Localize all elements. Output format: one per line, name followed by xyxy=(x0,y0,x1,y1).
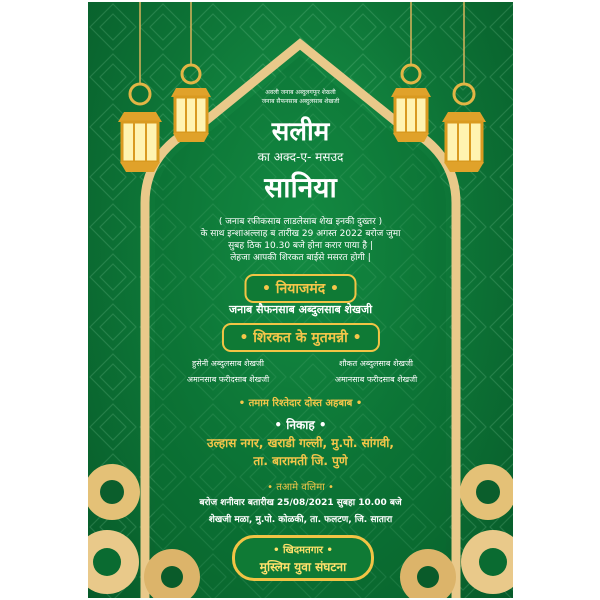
nikah-line: ता. बारामती जि. पुणे xyxy=(253,454,348,468)
flower-icon xyxy=(388,452,513,598)
guests-heading: • शिरकत के मुतमन्नी • xyxy=(221,323,379,352)
nikah-line: उल्हास नगर, खराडी गल्ली, मु.पो. सांगवी, xyxy=(207,436,394,450)
flower-icon xyxy=(88,452,212,598)
relatives-line: • तमाम रिश्तेदार दोस्त अहबाब • xyxy=(238,398,363,409)
header-line: अवली जनाब अब्दुलगफूर शेख्जी xyxy=(265,89,336,96)
guest-name: हुसेनी अब्दुलसाब शेखजी xyxy=(192,359,264,368)
header-line: जनाब सैफनसाब अब्दुलसाब शेखजी xyxy=(261,98,340,105)
invitation-card xyxy=(88,2,513,598)
intro-line: ( जनाब रफीकसाब लाडलेसाब शेख इनकी दुख्तर ) xyxy=(218,217,383,227)
walima-heading: • तआमे वलिमा • xyxy=(267,482,334,493)
walima-line: बरोज शनीवार बतारीख 25/08/2021 सुबहा 10.00 बजे xyxy=(199,498,402,508)
footer-name: मुस्लिम युवा संघटना xyxy=(259,560,347,574)
intro-line: लेहजा आपकी शिरकत बाईसे मसरत होगी | xyxy=(230,253,371,263)
guest-name: अमानसाब फरीदसाब शेखजी xyxy=(186,375,270,384)
guest-name: अमानसाब फरीदसाब शेखजी xyxy=(334,375,418,384)
nikah-heading: • निकाह • xyxy=(274,418,327,432)
intro-line: के साथ इन्शाअल्लाह ब तारीख 29 अगस्त 2022 बरोज जुमा xyxy=(200,229,401,239)
host-name: जनाब सैफनसाब अब्दुलसाब शेखजी xyxy=(228,303,373,316)
bride-name: सानिया xyxy=(264,171,337,204)
guest-name: शौकत अब्दुलसाब शेखजी xyxy=(339,359,413,368)
groom-name: सलीम xyxy=(271,117,330,147)
host-heading: • नियाजमंद • xyxy=(244,274,357,303)
footer-heading: • खिदमतगार • xyxy=(273,545,333,556)
connector-text: का अक्द-ए- मसउद xyxy=(257,150,344,164)
intro-line: सुबह ठिक 10.30 बजे होना करार पाया है | xyxy=(228,241,373,251)
footer-badge xyxy=(232,535,374,581)
walima-line: शेखजी मळा, मु.पो. कोळकी, ता. फलटण, जि. सातारा xyxy=(208,515,393,525)
